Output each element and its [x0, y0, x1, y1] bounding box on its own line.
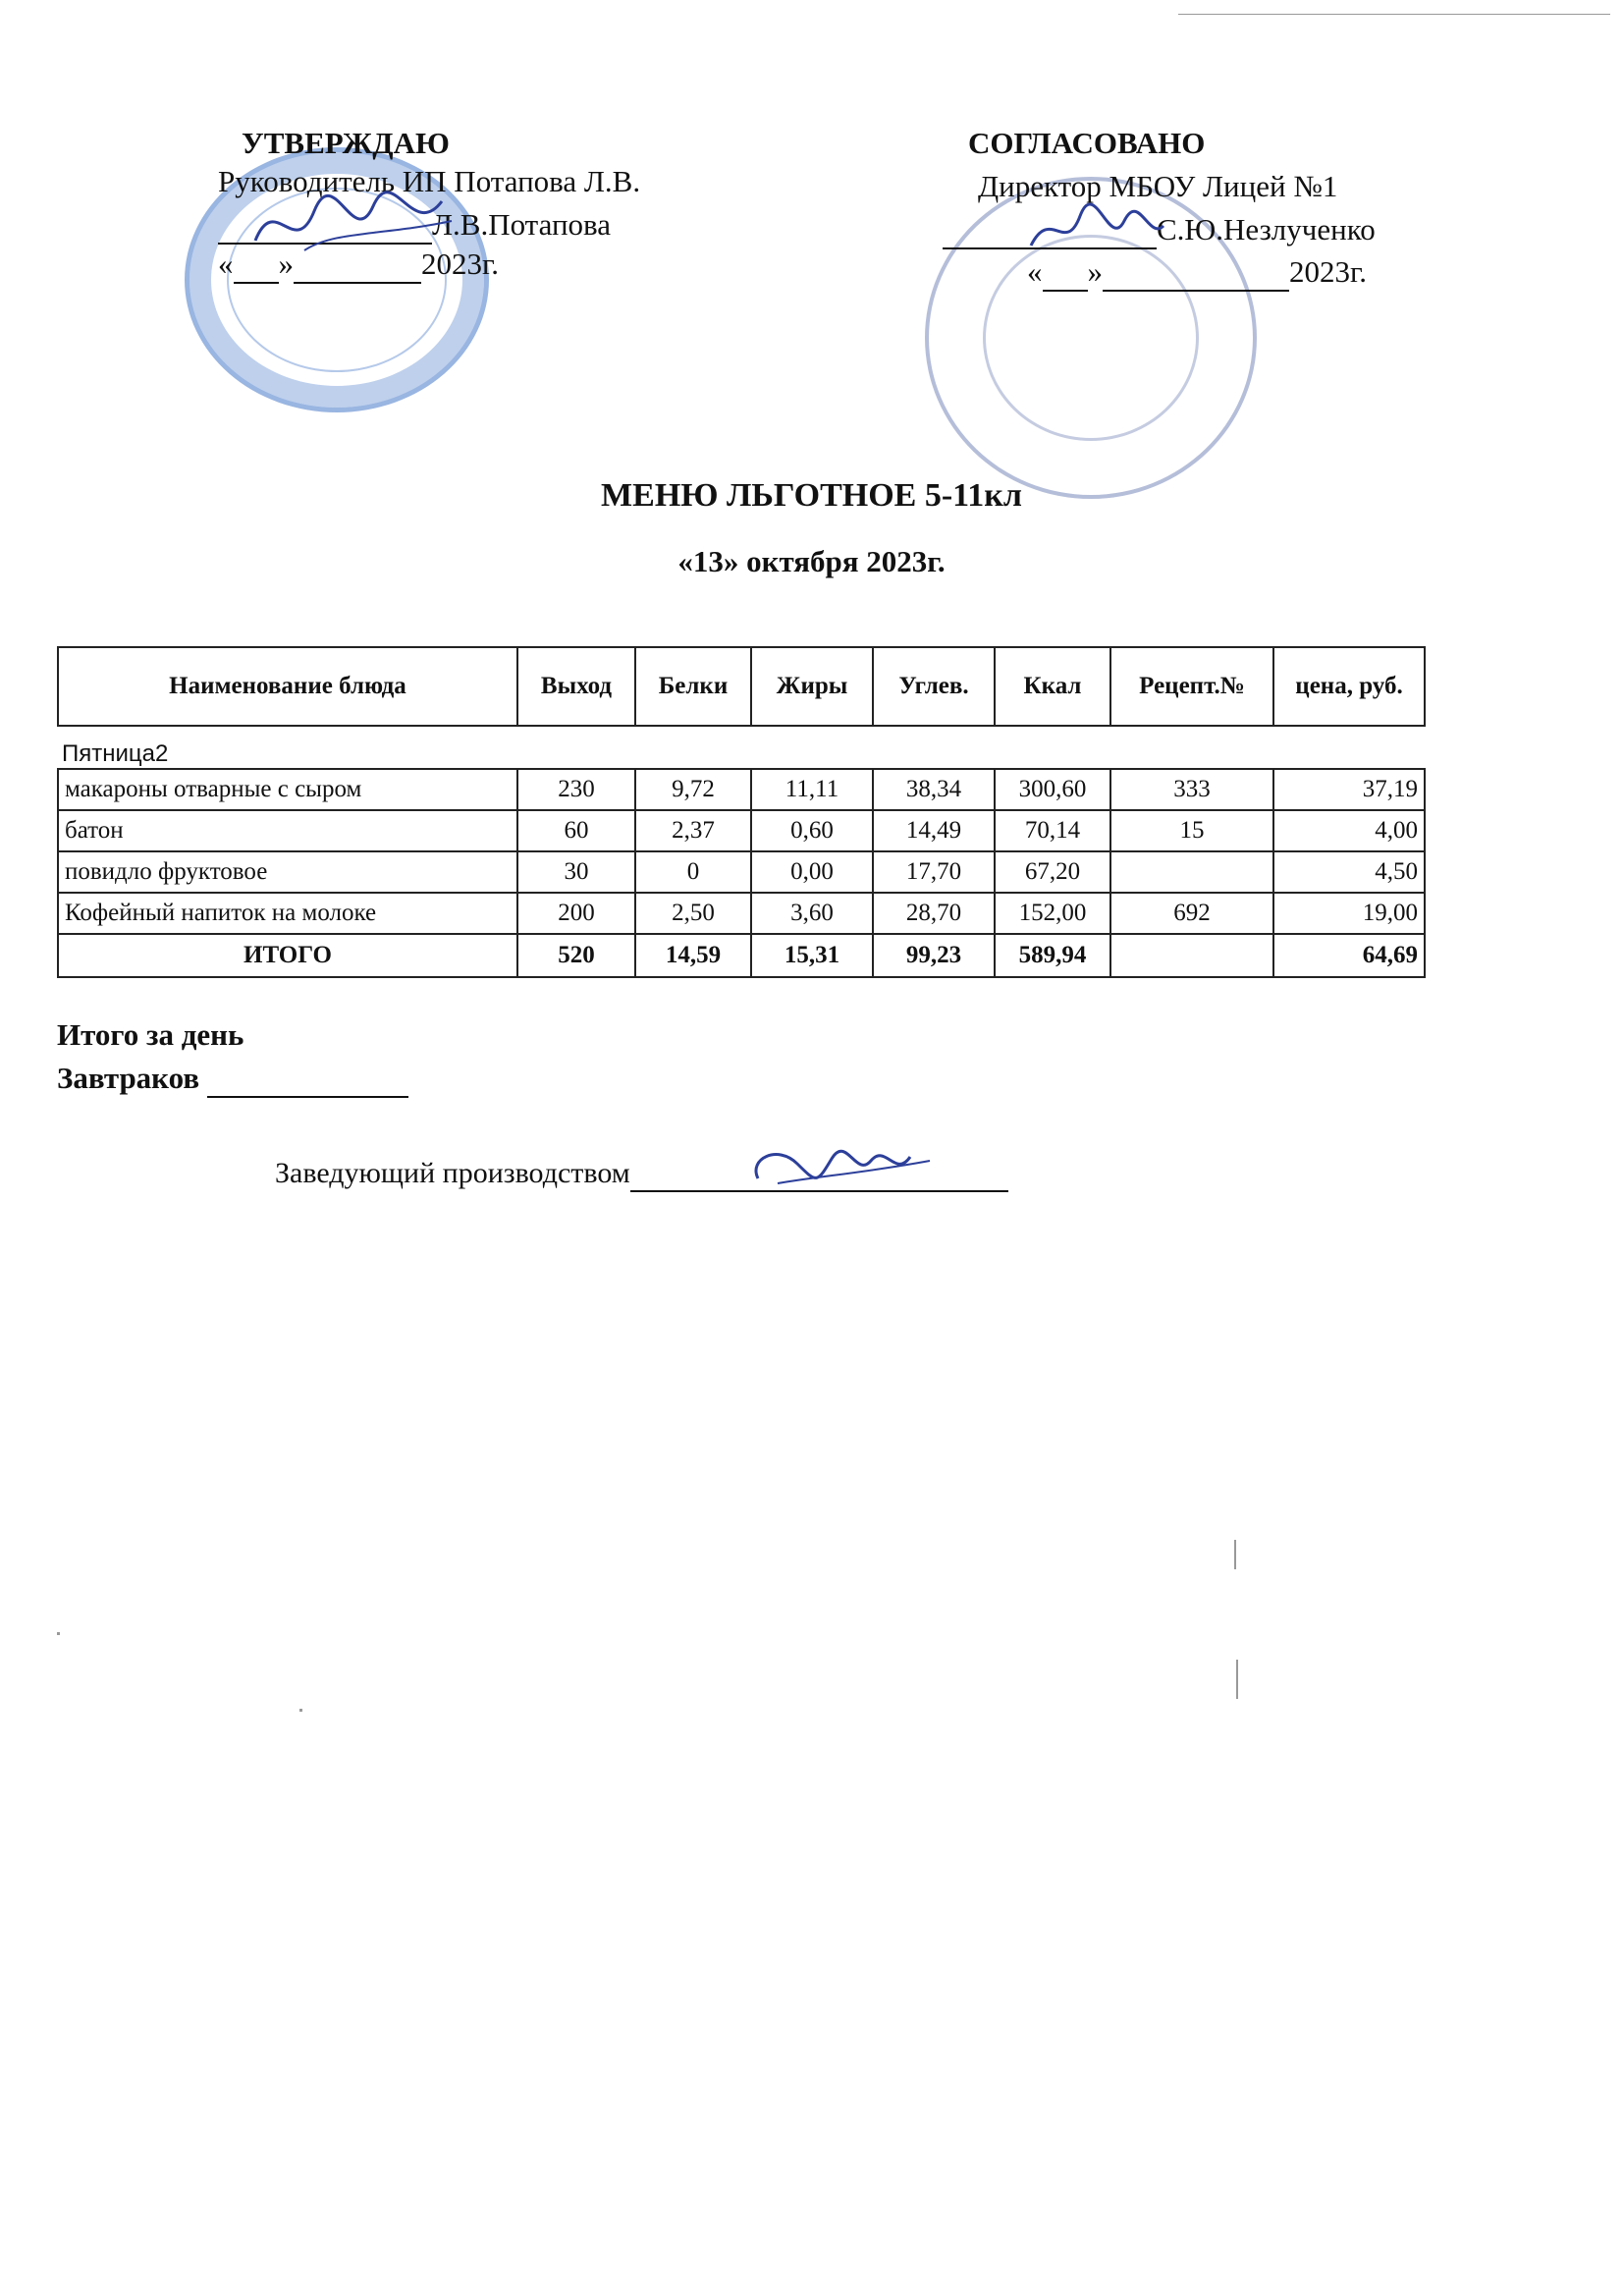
scan-speck: [1236, 1660, 1238, 1699]
agree-name: С.Ю.Незлученко: [1157, 212, 1376, 246]
header-recipe: Рецепт.№: [1110, 647, 1273, 726]
total-output: 520: [517, 934, 635, 977]
approve-line1: Руководитель ИП Потапова Л.В.: [218, 164, 641, 198]
cell-carbs: 38,34: [873, 769, 995, 810]
cell-protein: 2,37: [635, 810, 751, 851]
cell-protein: 0: [635, 851, 751, 893]
cell-recipe: 692: [1110, 893, 1273, 934]
cell-recipe: 15: [1110, 810, 1273, 851]
cell-price: 19,00: [1273, 893, 1425, 934]
total-label: ИТОГО: [58, 934, 517, 977]
agree-year: 2023г.: [1289, 254, 1367, 289]
total-recipe: [1110, 934, 1273, 977]
table-total-row: [58, 934, 1425, 977]
approve-name: Л.В.Потапова: [432, 207, 612, 242]
header-protein: Белки: [635, 647, 751, 726]
cell-output: 60: [517, 810, 635, 851]
cell-recipe: [1110, 851, 1273, 893]
cell-recipe: 333: [1110, 769, 1273, 810]
cell-output: 230: [517, 769, 635, 810]
total-carbs: 99,23: [873, 934, 995, 977]
cell-output: 30: [517, 851, 635, 893]
header-carbs: Углев.: [873, 647, 995, 726]
cell-fat: 0,60: [751, 810, 873, 851]
table-row: [58, 893, 1425, 934]
table-row: [58, 810, 1425, 851]
menu-table: [57, 646, 1426, 978]
agree-quote-open: «: [1027, 254, 1043, 289]
cell-kcal: 67,20: [995, 851, 1110, 893]
cell-carbs: 14,49: [873, 810, 995, 851]
scan-edge-line: [1178, 14, 1610, 15]
cell-fat: 3,60: [751, 893, 873, 934]
approve-year: 2023г.: [421, 246, 499, 281]
cell-protein: 2,50: [635, 893, 751, 934]
header-dish-name: Наименование блюда: [58, 647, 517, 726]
cell-carbs: 17,70: [873, 851, 995, 893]
breakfasts-line: [57, 1061, 408, 1098]
scan-speck: [1234, 1540, 1236, 1569]
cell-name: макароны отварные с сыром: [58, 769, 517, 810]
total-fat: 15,31: [751, 934, 873, 977]
cell-carbs: 28,70: [873, 893, 995, 934]
header-fat: Жиры: [751, 647, 873, 726]
production-head-signature-icon: [738, 1139, 935, 1208]
right-signature-icon: [1021, 196, 1168, 265]
menu-date: «13» октября 2023г.: [677, 544, 946, 578]
production-head-label: Заведующий производством: [275, 1157, 630, 1189]
day-total-label: Итого за день: [57, 1017, 244, 1052]
approve-heading: УТВЕРЖДАЮ: [242, 126, 450, 160]
header-price: цена, руб.: [1273, 647, 1425, 726]
scan-speck: [299, 1709, 302, 1712]
header-output: Выход: [517, 647, 635, 726]
total-kcal: 589,94: [995, 934, 1110, 977]
breakfasts-label: Завтраков: [57, 1061, 200, 1095]
agree-quote-close: »: [1087, 254, 1103, 289]
page-title: МЕНЮ ЛЬГОТНОЕ 5-11кл: [601, 477, 1022, 514]
total-price: 64,69: [1273, 934, 1425, 977]
scan-speck: [57, 1632, 60, 1635]
table-row: [58, 769, 1425, 810]
cell-kcal: 70,14: [995, 810, 1110, 851]
cell-price: 4,00: [1273, 810, 1425, 851]
cell-name: батон: [58, 810, 517, 851]
cell-price: 37,19: [1273, 769, 1425, 810]
total-protein: 14,59: [635, 934, 751, 977]
cell-protein: 9,72: [635, 769, 751, 810]
cell-name: повидло фруктовое: [58, 851, 517, 893]
day-label-row: [58, 726, 1425, 769]
cell-fat: 11,11: [751, 769, 873, 810]
agree-heading: СОГЛАСОВАНО: [968, 126, 1206, 160]
cell-kcal: 300,60: [995, 769, 1110, 810]
left-signature-icon: [245, 182, 461, 270]
cell-name: Кофейный напиток на молоке: [58, 893, 517, 934]
day-label: Пятница2: [62, 740, 169, 767]
approve-quote-open: «: [218, 246, 234, 281]
table-header-row: [58, 647, 1425, 726]
cell-kcal: 152,00: [995, 893, 1110, 934]
cell-fat: 0,00: [751, 851, 873, 893]
header-kcal: Ккал: [995, 647, 1110, 726]
agree-line1: Директор МБОУ Лицей №1: [978, 169, 1338, 203]
table-row: [58, 851, 1425, 893]
cell-output: 200: [517, 893, 635, 934]
approve-quote-close: »: [278, 246, 294, 281]
cell-price: 4,50: [1273, 851, 1425, 893]
